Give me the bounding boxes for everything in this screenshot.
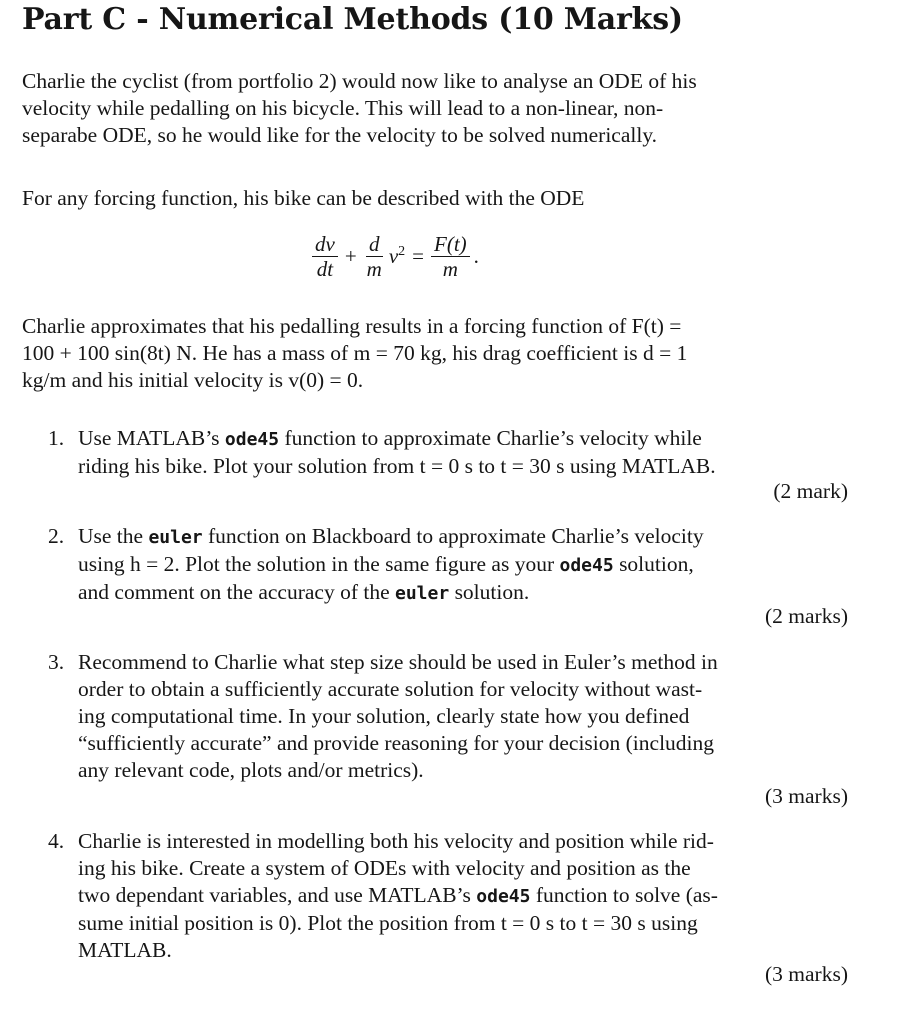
question-line: ing computational time. In your solution, clearly state how you defined: [78, 704, 690, 728]
question-line: Recommend to Charlie what step size should be used in Euler’s method in: [78, 650, 718, 674]
marks-label: (3 marks): [765, 784, 848, 808]
question-line: any relevant code, plots and/or metrics).: [78, 758, 424, 782]
code-ode45: ode45: [224, 429, 280, 450]
parameters-paragraph: [22, 313, 792, 394]
ode-equation: [312, 232, 479, 281]
equation-equals: =: [412, 244, 425, 268]
ode-intro: For any forcing function, his bike can be described with the ODE: [22, 186, 585, 210]
marks-label: (2 mark): [773, 479, 848, 503]
params-line: Charlie approximates that his pedalling results in a forcing function of F(t) =: [22, 314, 682, 338]
equation-fraction-d-over-m: $\frac{d}{m}$: [366, 232, 382, 281]
code-euler: euler: [148, 527, 203, 548]
question-number: 3.: [48, 650, 65, 674]
question-line: ing his bike. Create a system of ODEs with velocity and position as the: [78, 856, 691, 880]
code-ode45: ode45: [559, 555, 614, 576]
question-line: sume initial position is 0). Plot the position from t = 0 s to t = 30 s using: [78, 911, 698, 935]
intro-line: Charlie the cyclist (from portfolio 2) would now like to analyse an ODE of his: [22, 69, 697, 93]
marks-label: (3 marks): [765, 962, 848, 986]
marks-label: (2 marks): [765, 604, 848, 628]
equation-v-squared: $v^2$: [388, 244, 406, 268]
intro-paragraph: [22, 68, 792, 149]
question-line: Use MATLAB’s ode45 function to approximate Charlie’s velocity while: [78, 426, 702, 450]
question-number: 2.: [48, 524, 65, 548]
question-line: Charlie is interested in modelling both his velocity and position while rid-: [78, 829, 714, 853]
code-euler: euler: [395, 583, 450, 604]
question-number: 1.: [48, 426, 65, 450]
question-line: using h = 2. Plot the solution in the same figure as your ode45 solution,: [78, 552, 694, 576]
intro-line: separabe ODE, so he would like for the velocity to be solved numerically.: [22, 123, 658, 147]
equation-fraction-force: $\frac{F(t)}{m}$: [431, 232, 470, 281]
question-line: riding his bike. Plot your solution from t = 0 s to t = 30 s using MATLAB.: [78, 454, 716, 478]
params-line: 100 + 100 sin(8t) N. He has a mass of m = 70 kg, his drag coefficient is d = 1: [22, 341, 688, 365]
question-line: two dependant variables, and use MATLAB’s ode45 function to solve (as-: [78, 883, 718, 907]
question-line: “sufficiently accurate” and provide reasoning for your decision (including: [78, 731, 715, 755]
equation-plus: +: [344, 244, 357, 268]
params-line: kg/m and his initial velocity is v(0) = 0.: [22, 368, 364, 392]
question-line: order to obtain a sufficiently accurate solution for velocity without wast-: [78, 677, 703, 701]
question-number: 4.: [48, 829, 65, 853]
question-line: Use the euler function on Blackboard to approximate Charlie’s velocity: [78, 524, 704, 548]
intro-line: velocity while pedalling on his bicycle. This will lead to a non-linear, non-: [22, 96, 664, 120]
equation-fraction-dvdt: $\frac{dv}{dt}$: [312, 232, 338, 281]
question-line: and comment on the accuracy of the euler solution.: [78, 580, 530, 604]
code-ode45: ode45: [476, 886, 531, 907]
question-line: MATLAB.: [78, 938, 172, 962]
equation-period: .: [473, 244, 479, 268]
page-title: Part C - Numerical Methods (10 Marks): [22, 2, 683, 37]
